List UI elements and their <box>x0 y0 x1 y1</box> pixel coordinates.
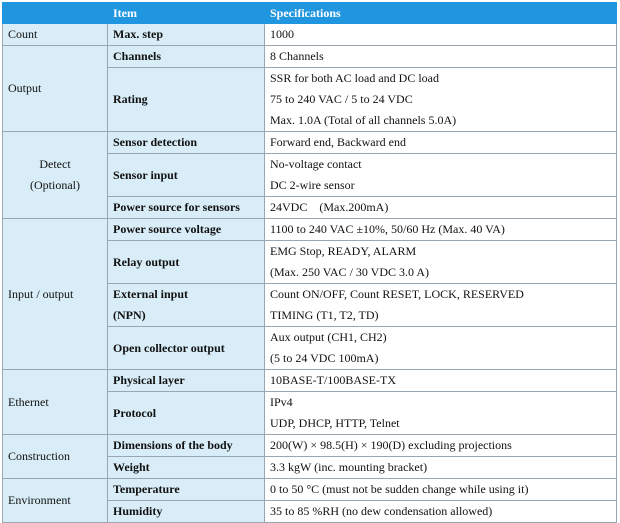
item-label: Relay output <box>108 241 265 284</box>
spec-value: 200(W) × 98.5(H) × 190(D) excluding projections <box>265 435 617 457</box>
table-row <box>3 24 617 46</box>
spec-value: 0 to 50 °C (must not be sudden change while using it) <box>265 479 617 501</box>
spec-value: Forward end, Backward end <box>265 132 617 154</box>
spec-value: 3.3 kgW (inc. mounting bracket) <box>265 457 617 479</box>
header-empty-cell <box>3 3 108 24</box>
category-output: Output <box>3 46 108 132</box>
item-label: External input (NPN) <box>108 284 265 327</box>
category-ethernet: Ethernet <box>3 370 108 435</box>
item-label: Physical layer <box>108 370 265 392</box>
spec-value: Count ON/OFF, Count RESET, LOCK, RESERVED TIMING (T1, T2, TD) <box>265 284 617 327</box>
item-label: Sensor detection <box>108 132 265 154</box>
item-label: Dimensions of the body <box>108 435 265 457</box>
item-label: Protocol <box>108 392 265 435</box>
table-row <box>3 370 617 392</box>
item-label: Max. step <box>108 24 265 46</box>
item-label: Temperature <box>108 479 265 501</box>
category-environment: Environment <box>3 479 108 523</box>
spec-value: 35 to 85 %RH (no dew condensation allowed) <box>265 501 617 523</box>
spec-value: Aux output (CH1, CH2) (5 to 24 VDC 100mA) <box>265 327 617 370</box>
table-row <box>3 219 617 241</box>
item-label: Weight <box>108 457 265 479</box>
spec-value: SSR for both AC load and DC load 75 to 240 VAC / 5 to 24 VDC Max. 1.0A (Total of all channels 5.0A) <box>265 68 617 132</box>
spec-value: IPv4 UDP, DHCP, HTTP, Telnet <box>265 392 617 435</box>
spec-value: No-voltage contact DC 2-wire sensor <box>265 154 617 197</box>
category-count: Count <box>3 24 108 46</box>
header-item: Item <box>108 3 265 24</box>
table-row <box>3 435 617 457</box>
spec-value: 1100 to 240 VAC ±10%, 50/60 Hz (Max. 40 VA) <box>265 219 617 241</box>
spec-value: EMG Stop, READY, ALARM (Max. 250 VAC / 30 VDC 3.0 A) <box>265 241 617 284</box>
item-label: Rating <box>108 68 265 132</box>
table-header-row <box>3 3 617 24</box>
spec-value: 10BASE-T/100BASE-TX <box>265 370 617 392</box>
spec-value: 1000 <box>265 24 617 46</box>
category-detect: Detect (Optional) <box>3 132 108 219</box>
table-row <box>3 479 617 501</box>
item-label: Power source for sensors <box>108 197 265 219</box>
item-label: Channels <box>108 46 265 68</box>
item-label: Sensor input <box>108 154 265 197</box>
table-row <box>3 132 617 154</box>
item-label: Open collector output <box>108 327 265 370</box>
item-label: Humidity <box>108 501 265 523</box>
category-construction: Construction <box>3 435 108 479</box>
header-specifications: Specifications <box>265 3 617 24</box>
spec-value: 8 Channels <box>265 46 617 68</box>
table-row <box>3 46 617 68</box>
spec-value: 24VDC (Max.200mA) <box>265 197 617 219</box>
specifications-table <box>2 2 617 523</box>
item-label: Power source voltage <box>108 219 265 241</box>
category-input-output: Input / output <box>3 219 108 370</box>
